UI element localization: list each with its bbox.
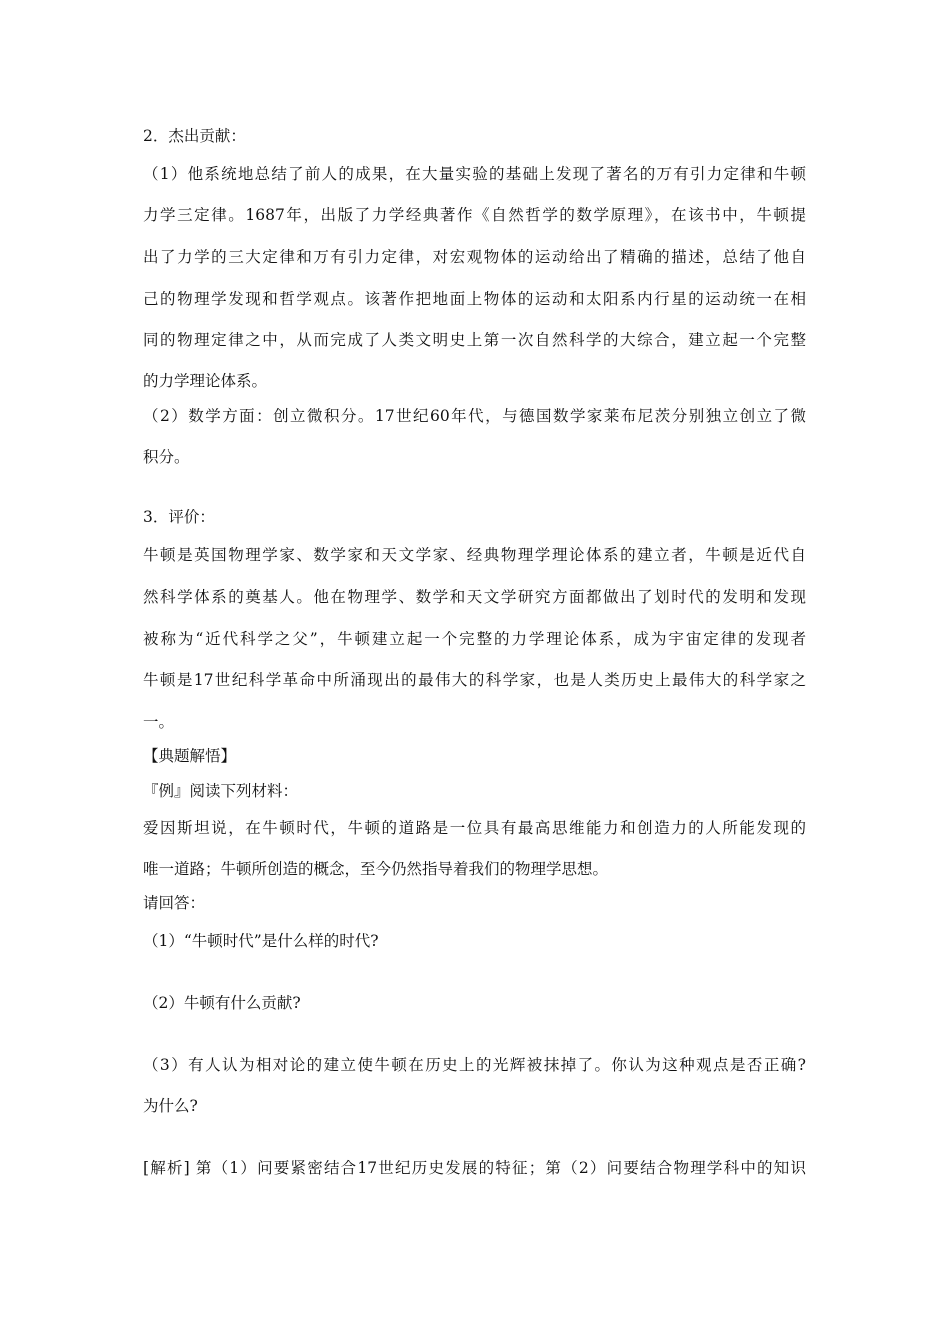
paragraph-line: 牛顿是17世纪科学革命中所涌现出的最伟大的科学家，也是人类历史上最伟大的科学家之 — [143, 671, 806, 689]
paragraph-line: 出了力学的三大定律和万有引力定律，对宏观物体的运动给出了精确的描述，总结了他自 — [143, 248, 806, 266]
paragraph-line: 然科学体系的奠基人。他在物理学、数学和天文学研究方面都做出了划时代的发明和发现 — [143, 588, 806, 606]
paragraph-line: （1）他系统地总结了前人的成果，在大量实验的基础上发现了著名的万有引力定律和牛顿 — [143, 165, 806, 183]
paragraph-line: 积分。 — [143, 448, 190, 466]
question-prompt: 请回答： — [143, 894, 206, 912]
paragraph-line: 一。 — [143, 713, 175, 731]
question-2: （2）牛顿有什么贡献? — [143, 994, 301, 1012]
paragraph-line: 力学三定律。1687年，出版了力学经典著作《自然哲学的数学原理》，在该书中，牛顿提 — [143, 206, 806, 224]
paragraph-line: （2）数学方面：创立微积分。17世纪60年代，与德国数学家莱布尼茨分别独立创立了微 — [143, 407, 806, 425]
question-3: （3）有人认为相对论的建立使牛顿在历史上的光辉被抹掉了。你认为这种观点是否正确? — [143, 1056, 806, 1074]
paragraph-line: 唯一道路；牛顿所创造的概念，至今仍然指导着我们的物理学思想。 — [143, 860, 609, 878]
paragraph-line: 爱因斯坦说，在牛顿时代，牛顿的道路是一位具有最高思维能力和创造力的人所能发现的 — [143, 819, 806, 837]
example-intro: 『例』阅读下列材料： — [143, 782, 299, 800]
question-3-continued: 为什么? — [143, 1097, 198, 1115]
section-heading-evaluation: 3．评价： — [143, 508, 215, 526]
question-1: （1）“牛顿时代”是什么样的时代? — [143, 932, 379, 950]
section-heading-example: 【典题解悟】 — [143, 747, 237, 765]
paragraph-line: 牛顿是英国物理学家、数学家和天文学家、经典物理学理论体系的建立者，牛顿是近代自 — [143, 546, 806, 564]
paragraph-line: 己的物理学发现和哲学观点。该著作把地面上物体的运动和太阳系内行星的运动统一在相 — [143, 290, 806, 308]
paragraph-line: 被称为“近代科学之父”，牛顿建立起一个完整的力学理论体系，成为宇宙定律的发现者 — [143, 630, 806, 648]
paragraph-line: 同的物理定律之中，从而完成了人类文明史上第一次自然科学的大综合，建立起一个完整 — [143, 331, 806, 349]
paragraph-line: 的力学理论体系。 — [143, 372, 268, 390]
section-heading-contributions: 2．杰出贡献： — [143, 127, 246, 145]
analysis-line: [解析] 第（1）问要紧密结合17世纪历史发展的特征；第（2）问要结合物理学科中的知识 — [143, 1159, 806, 1177]
